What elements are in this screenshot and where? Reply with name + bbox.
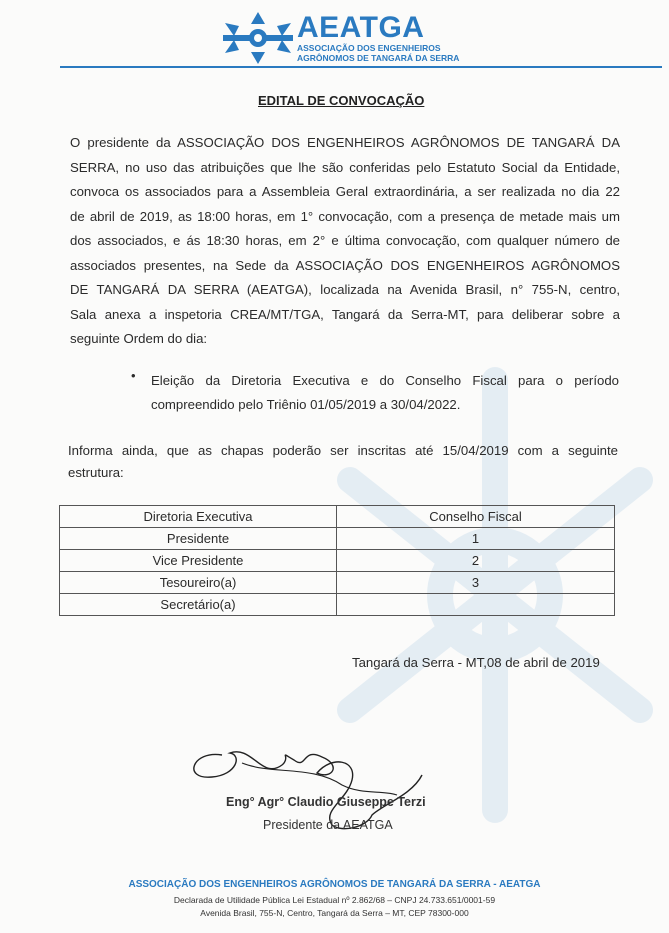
- table-cell: 1: [337, 528, 615, 550]
- org-name-line: ASSOCIAÇÃO DOS ENGENHEIROS: [297, 43, 441, 53]
- column-header: Diretoria Executiva: [60, 506, 337, 528]
- text-line: O presidente da ASSOCIAÇÃO DOS ENGENHEIROS AGRÔNOMOS DE TANGARÁ DA: [70, 135, 620, 150]
- org-short-name: AEATGA: [297, 11, 425, 44]
- text-line: dos associados, e ás 18:30 horas, em 2° e última convocação, com qualquer número de: [70, 233, 620, 248]
- bullet-marker: •: [131, 368, 136, 383]
- org-logo: [221, 10, 521, 68]
- footer-legal: Declarada de Utilidade Pública Lei Estadual nº 2.862/68 – CNPJ 24.733.651/0001-59: [173, 895, 496, 905]
- table-cell: Presidente: [60, 528, 337, 550]
- table-cell: [337, 594, 615, 616]
- footer-org-name: ASSOCIAÇÃO DOS ENGENHEIROS AGRÔNOMOS DE TANGARÁ DA SERRA - AEATGA: [128, 879, 541, 890]
- org-name-line: AGRÔNOMOS DE TANGARÁ DA SERRA: [297, 53, 460, 63]
- snowflake-logo-icon: [221, 10, 295, 66]
- table-cell: Secretário(a): [60, 594, 337, 616]
- header-divider: [60, 66, 662, 68]
- text-line: DE TANGARÁ DA SERRA (AEATGA), localizada na Avenida Brasil, n° 755-N, centro,: [70, 282, 620, 297]
- agenda-item: [151, 369, 619, 417]
- slate-structure-table: [59, 505, 615, 616]
- table-row: [60, 550, 615, 572]
- text-line: Eleição da Diretoria Executiva e do Conselho Fiscal para o período: [151, 373, 619, 388]
- document-title: EDITAL DE CONVOCAÇÃO: [258, 93, 425, 108]
- table-cell: Tesoureiro(a): [60, 572, 337, 594]
- table-cell: 3: [337, 572, 615, 594]
- org-full-name: [297, 43, 459, 63]
- table-cell: 2: [337, 550, 615, 572]
- text-line: Sala anexa a inspetoria CREA/MT/TGA, Tangará da Serra-MT, para deliberar sobre a: [70, 306, 620, 322]
- column-header: Conselho Fiscal: [337, 506, 615, 528]
- table-cell: Vice Presidente: [60, 550, 337, 572]
- text-line: compreendido pelo Triênio 01/05/2019 a 30/04/2022.: [151, 397, 461, 412]
- convocation-paragraph: [70, 131, 620, 352]
- table-header-row: [60, 506, 615, 528]
- text-line: SERRA, no uso das atribuições que lhe são conferidas pelo Estatuto Social da Entidade,: [70, 159, 620, 175]
- text-line: Informa ainda, que as chapas poderão ser inscritas até 15/04/2019 com a seguinte: [68, 443, 618, 458]
- table-row: [60, 572, 615, 594]
- text-line: convoca os associados para a Assembleia Geral extraordinária, a ser realizada no dia 22: [70, 184, 620, 199]
- text-line: seguinte Ordem do dia:: [70, 331, 208, 346]
- table-row: [60, 594, 615, 616]
- signatory-role: Presidente da AEATGA: [263, 818, 393, 832]
- text-line: associados presentes, na Sede da ASSOCIAÇÃO DOS ENGENHEIROS AGRÔNOMOS: [70, 257, 620, 273]
- signatory-name: Eng° Agr° Claudio Giuseppe Terzi: [226, 795, 426, 809]
- table-row: [60, 528, 615, 550]
- place-and-date: Tangará da Serra - MT,08 de abril de 2019: [352, 655, 600, 670]
- text-line: estrutura:: [68, 465, 124, 480]
- info-paragraph: [68, 440, 618, 484]
- footer-address: Avenida Brasil, 755-N, Centro, Tangará da Serra – MT, CEP 78300-000: [200, 908, 469, 918]
- text-line: de abril de 2019, as 18:00 horas, em 1° convocação, com a presença de metade mais um: [70, 208, 620, 224]
